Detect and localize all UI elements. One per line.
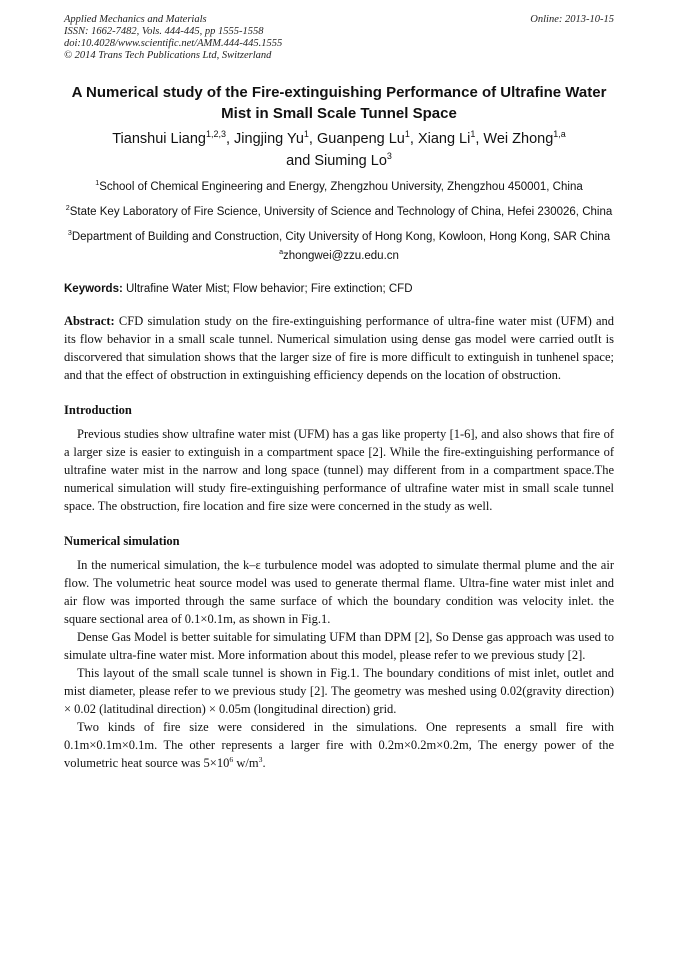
paragraph: Dense Gas Model is better suitable for simulating UFM than DPM [2], So Dense gas approach was used to simulate ultra-fine water mist. More information about this model, please refer to we previous study [2]. [64, 630, 614, 662]
author-affiliation-mark: 3 [386, 151, 392, 162]
author-name: Guanpeng Lu [316, 131, 405, 147]
abstract [64, 312, 614, 384]
exponent: 3 [258, 754, 263, 764]
issn-line: ISSN: 1662-7482, Vols. 444-445, pp 1555-1558 [64, 26, 264, 37]
paragraph: This layout of the small scale tunnel is shown in Fig.1. The boundary conditions of mist inlet, outlet and mist diameter, please refer to we previous study [2]. The geometry was meshed using 0.02(gravity direction) × 0.02 (latitudinal direction) × 0.05m (longitudinal direction) grid. [64, 666, 614, 716]
sentence-end: . [262, 756, 266, 770]
journal-header [64, 14, 614, 62]
paragraph-text: Two kinds of fire size were considered in the simulations. One represents a small fire with 0.1m×0.1m×0.1m. The other represents a larger fire with 0.2m×0.2m×0.2m, The energy power of the volumetric heat source was 5×10 [64, 720, 614, 770]
unit-text: w/m [233, 756, 259, 770]
keywords-label: Keywords: [64, 283, 123, 295]
affiliation-1 [64, 178, 614, 196]
affiliation-mark: 1 [95, 179, 100, 188]
affiliation-text: Department of Building and Construction, City University of Hong Kong, Kowloon, Hong Kong, SAR China [71, 231, 611, 243]
online-date: Online: 2013-10-15 [530, 14, 614, 25]
affiliation-2 [64, 203, 614, 221]
author-name: Xiang Li [417, 131, 471, 147]
author-conjunction: and [286, 153, 311, 169]
author-affiliation-mark: 1 [303, 129, 309, 140]
email-address: zhongwei@zzu.edu.cn [283, 250, 399, 262]
section-heading-numerical-simulation: Numerical simulation [64, 534, 180, 548]
corresponding-email [64, 247, 614, 265]
author-name: Siuming Lo [314, 153, 387, 169]
exponent: 6 [229, 754, 234, 764]
affiliation-3 [64, 228, 614, 246]
doi-line: doi:10.4028/www.scientific.net/AMM.444-445.1555 [64, 38, 283, 49]
paragraph: In the numerical simulation, the k–ε turbulence model was adopted to simulate thermal plume and the air flow. The volumetric heat source model was used to generate thermal flame. Ultra-fine water mist inlet and air flow was imported through the same surface of which the boundary condition was velocity inlet. the square sectional area of 0.1×0.1m, as shown in Fig.1. [64, 558, 614, 626]
keywords-text: Ultrafine Water Mist; Flow behavior; Fire extinction; CFD [126, 283, 413, 295]
journal-name: Applied Mechanics and Materials [64, 14, 207, 25]
paragraph: Previous studies show ultrafine water mist (UFM) has a gas like property [1-6], and also shows that fire of a larger size is easier to extinguish in a compartment space [2]. While the fire-extinguishing performance of ultrafine water mist in the narrow and long space (tunnel) may different from in a compartment space.The numerical simulation will study fire-extinguishing performance of ultrafine water mist in small scale tunnel space. The obstruction, fire location and fire size were concerned in the study as well. [64, 427, 614, 513]
numerical-simulation-body [64, 556, 614, 772]
abstract-label: Abstract: [64, 314, 115, 328]
keywords [64, 283, 614, 295]
paper-title: A Numerical study of the Fire-extinguishing Performance of Ultrafine Water Mist in Small Scale Tunnel Space [71, 84, 607, 122]
affiliation-mark: 3 [67, 229, 72, 238]
author-name: Tianshui Liang [112, 131, 206, 147]
abstract-text: CFD simulation study on the fire-extinguishing performance of ultra-fine water mist (UFM) and its flow behavior in a small scale tunnel. Numerical simulation using dense gas model were carried outIt is discorvered that simulation shows that the larger size of fire is more difficult to extinguish in tunhenel space; and that the effect of obstruction in extinguishing efficiency depends on the location of obstruction. [64, 314, 615, 382]
author-name: Jingjing Yu [234, 131, 304, 147]
section-heading-introduction: Introduction [64, 403, 132, 417]
author-affiliation-mark: 1,a [553, 129, 566, 140]
author-affiliation-mark: 1,2,3 [206, 129, 226, 140]
affiliation-text: State Key Laboratory of Fire Science, University of Science and Technology of China, Hefei 230026, China [69, 206, 613, 218]
author-affiliation-mark: 1 [404, 129, 410, 140]
author-name: Wei Zhong [483, 131, 554, 147]
paper-page [64, 14, 614, 772]
author-affiliation-mark: 1 [470, 129, 476, 140]
email-mark: a [279, 248, 284, 257]
introduction-body [64, 425, 614, 515]
affiliation-text: School of Chemical Engineering and Energy, Zhengzhou University, Zhengzhou 450001, China [99, 181, 583, 193]
author-list: Tianshui Liang$^{1,2,3}$, Jingjing Yu$^1$, Guanpeng Lu$^1$, Xiang Li$^1$, Wei Zhong$^{1,a}$ and Siuming Lo$^3$ [112, 129, 566, 169]
affiliation-mark: 2 [65, 204, 70, 213]
copyright-line: © 2014 Trans Tech Publications Ltd, Switzerland [64, 50, 272, 61]
paragraph [64, 718, 614, 772]
